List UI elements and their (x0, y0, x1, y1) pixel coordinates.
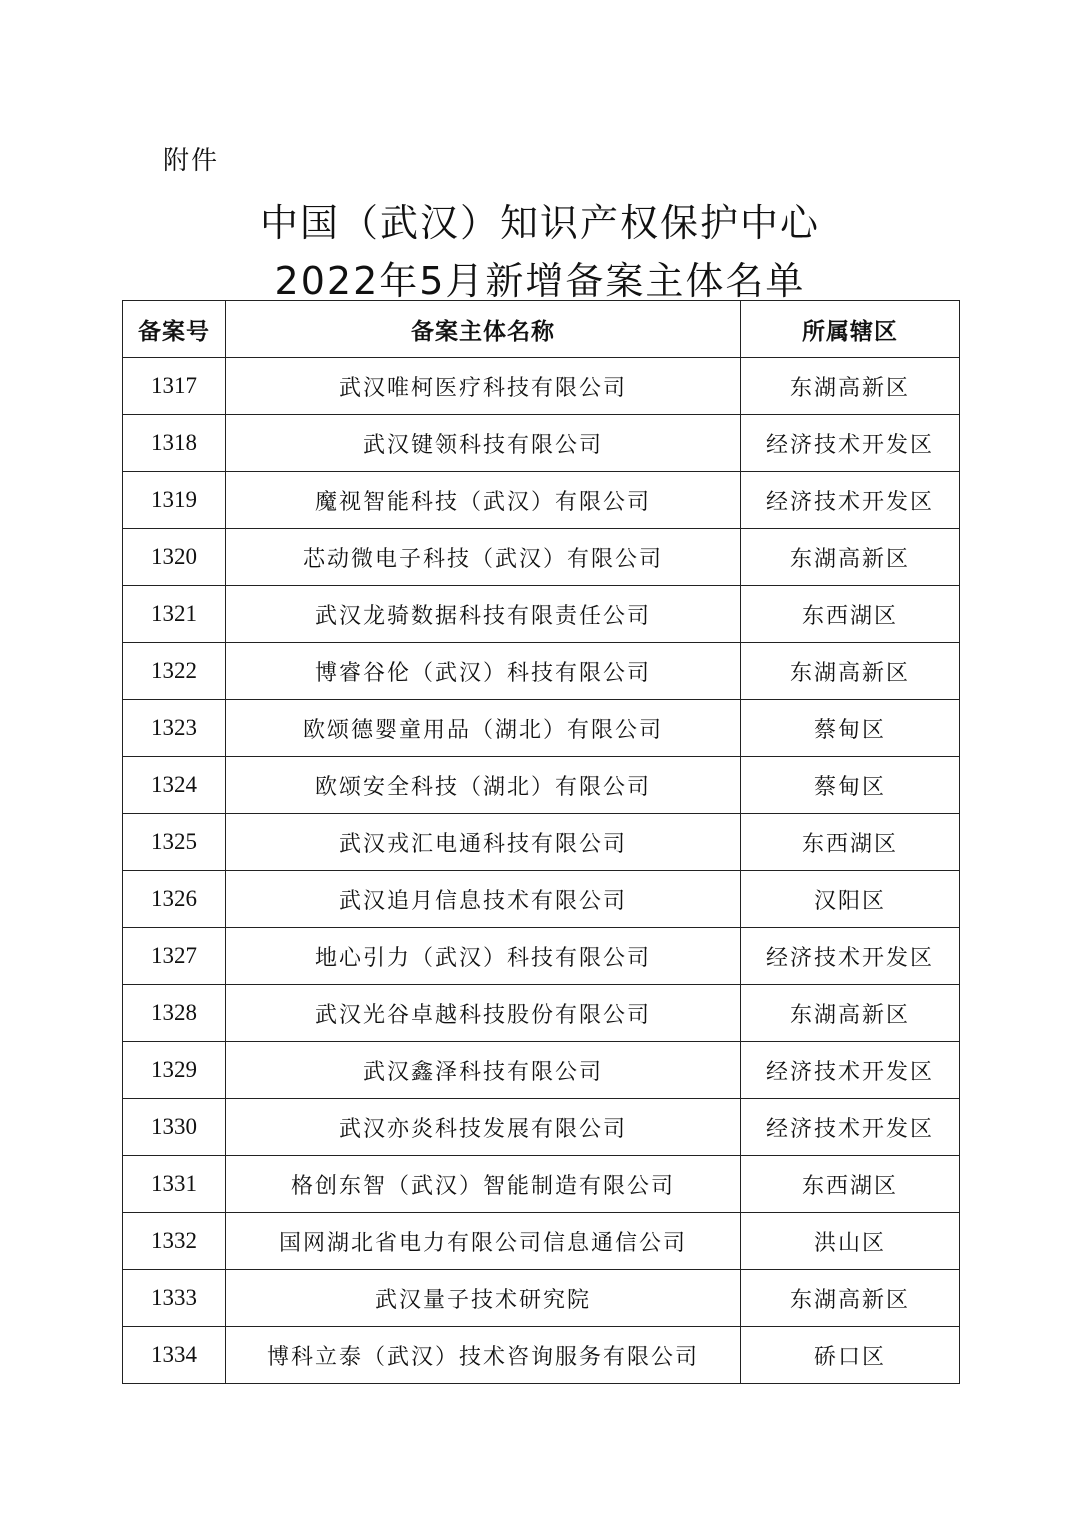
cell-entity-name: 武汉戎汇电通科技有限公司 (226, 814, 741, 871)
document-title-line-2: 2022年5月新增备案主体名单 (274, 259, 806, 303)
cell-entity-name: 格创东智（武汉）智能制造有限公司 (226, 1156, 741, 1213)
cell-entity-name: 博睿谷伦（武汉）科技有限公司 (226, 643, 741, 700)
table-row (123, 472, 960, 529)
cell-filing-number: 1324 (123, 757, 226, 814)
cell-entity-name: 武汉量子技术研究院 (226, 1270, 741, 1327)
table-row (123, 1327, 960, 1384)
cell-filing-number: 1321 (123, 586, 226, 643)
cell-filing-number: 1327 (123, 928, 226, 985)
table-row (123, 1213, 960, 1270)
cell-district: 东湖高新区 (741, 529, 960, 586)
cell-entity-name: 魔视智能科技（武汉）有限公司 (226, 472, 741, 529)
cell-entity-name: 武汉键领科技有限公司 (226, 415, 741, 472)
header-filing-number: 备案号 (123, 301, 226, 358)
cell-entity-name: 武汉光谷卓越科技股份有限公司 (226, 985, 741, 1042)
table-row (123, 700, 960, 757)
table-header-row (123, 301, 960, 358)
annex-label: 附件 (163, 146, 220, 176)
document-title-line-1: 中国（武汉）知识产权保护中心 (259, 201, 820, 245)
table-row (123, 928, 960, 985)
table-row (123, 586, 960, 643)
table-row (123, 871, 960, 928)
table-row (123, 643, 960, 700)
header-entity-name: 备案主体名称 (226, 301, 741, 358)
table-row (123, 1099, 960, 1156)
cell-district: 东湖高新区 (741, 358, 960, 415)
filing-entity-table (122, 300, 960, 1384)
cell-entity-name: 武汉亦炎科技发展有限公司 (226, 1099, 741, 1156)
cell-entity-name: 武汉鑫泽科技有限公司 (226, 1042, 741, 1099)
cell-district: 硚口区 (741, 1327, 960, 1384)
cell-district: 汉阳区 (741, 871, 960, 928)
table-row (123, 1042, 960, 1099)
cell-district: 蔡甸区 (741, 757, 960, 814)
cell-filing-number: 1325 (123, 814, 226, 871)
cell-filing-number: 1328 (123, 985, 226, 1042)
cell-district: 经济技术开发区 (741, 1099, 960, 1156)
cell-filing-number: 1331 (123, 1156, 226, 1213)
table-row (123, 358, 960, 415)
table-row (123, 415, 960, 472)
cell-district: 东西湖区 (741, 814, 960, 871)
cell-entity-name: 博科立泰（武汉）技术咨询服务有限公司 (226, 1327, 741, 1384)
cell-filing-number: 1317 (123, 358, 226, 415)
cell-filing-number: 1332 (123, 1213, 226, 1270)
cell-filing-number: 1322 (123, 643, 226, 700)
cell-entity-name: 武汉追月信息技术有限公司 (226, 871, 741, 928)
cell-district: 经济技术开发区 (741, 1042, 960, 1099)
cell-filing-number: 1334 (123, 1327, 226, 1384)
table-row (123, 1270, 960, 1327)
cell-filing-number: 1333 (123, 1270, 226, 1327)
table-row (123, 814, 960, 871)
table-row (123, 529, 960, 586)
cell-entity-name: 武汉唯柯医疗科技有限公司 (226, 358, 741, 415)
cell-district: 经济技术开发区 (741, 928, 960, 985)
cell-filing-number: 1329 (123, 1042, 226, 1099)
cell-district: 东西湖区 (741, 1156, 960, 1213)
cell-filing-number: 1330 (123, 1099, 226, 1156)
cell-entity-name: 武汉龙骑数据科技有限责任公司 (226, 586, 741, 643)
cell-filing-number: 1318 (123, 415, 226, 472)
cell-entity-name: 国网湖北省电力有限公司信息通信公司 (226, 1213, 741, 1270)
cell-district: 东湖高新区 (741, 1270, 960, 1327)
cell-filing-number: 1323 (123, 700, 226, 757)
table-row (123, 985, 960, 1042)
table-row (123, 757, 960, 814)
cell-entity-name: 芯动微电子科技（武汉）有限公司 (226, 529, 741, 586)
cell-district: 蔡甸区 (741, 700, 960, 757)
cell-filing-number: 1320 (123, 529, 226, 586)
cell-district: 东湖高新区 (741, 643, 960, 700)
cell-district: 洪山区 (741, 1213, 960, 1270)
cell-district: 东湖高新区 (741, 985, 960, 1042)
cell-entity-name: 地心引力（武汉）科技有限公司 (226, 928, 741, 985)
cell-district: 经济技术开发区 (741, 472, 960, 529)
cell-entity-name: 欧颂德婴童用品（湖北）有限公司 (226, 700, 741, 757)
cell-filing-number: 1326 (123, 871, 226, 928)
cell-entity-name: 欧颂安全科技（湖北）有限公司 (226, 757, 741, 814)
cell-district: 东西湖区 (741, 586, 960, 643)
header-district: 所属辖区 (741, 301, 960, 358)
table-row (123, 1156, 960, 1213)
cell-district: 经济技术开发区 (741, 415, 960, 472)
cell-filing-number: 1319 (123, 472, 226, 529)
